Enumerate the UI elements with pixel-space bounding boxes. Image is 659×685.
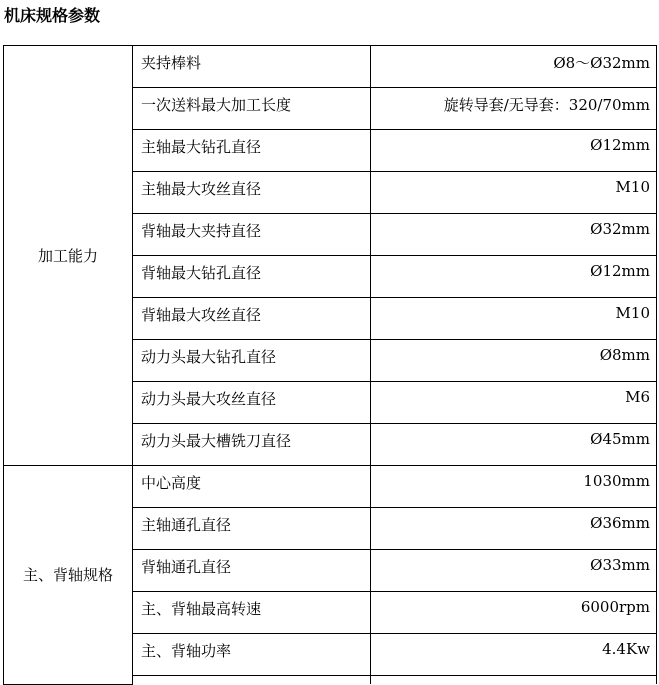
param-value: Ø32mm	[371, 214, 657, 256]
param-value: M6	[371, 382, 657, 424]
category-cell: 加工能力	[4, 46, 133, 466]
param-name: 主轴通孔直径	[133, 508, 371, 550]
param-name: 背轴最大钻孔直径	[133, 256, 371, 298]
param-value: Ø45mm	[371, 424, 657, 466]
param-value: 6000rpm	[371, 592, 657, 634]
param-name: 动力头最大钻孔直径	[133, 340, 371, 382]
param-value: Ø12mm	[371, 130, 657, 172]
param-name: 中心高度	[133, 466, 371, 508]
param-name: 背轴最大夹持直径	[133, 214, 371, 256]
param-name: 动力头最大攻丝直径	[133, 382, 371, 424]
param-name: 主、背轴功率	[133, 634, 371, 676]
param-value: 1030mm	[371, 466, 657, 508]
param-value: 4.4Kw	[371, 634, 657, 676]
param-name: 背轴最大攻丝直径	[133, 298, 371, 340]
param-name: 背轴通孔直径	[133, 550, 371, 592]
param-value: Ø12mm	[371, 256, 657, 298]
param-value: Ø33mm	[371, 550, 657, 592]
param-name: 主、背轴最高转速	[133, 592, 371, 634]
param-name: 一次送料最大加工长度	[133, 88, 371, 130]
category-cell: 主、背轴规格	[4, 466, 133, 685]
param-name: 动力头最大槽铣刀直径	[133, 424, 371, 466]
param-value: M10	[371, 298, 657, 340]
param-name: 夹持棒料	[133, 46, 371, 88]
empty-cell	[371, 676, 657, 685]
page-title: 机床规格参数	[4, 6, 101, 25]
param-value: Ø8～Ø32mm	[371, 46, 657, 88]
param-value: Ø36mm	[371, 508, 657, 550]
empty-cell	[133, 676, 371, 685]
param-name: 主轴最大攻丝直径	[133, 172, 371, 214]
table-row	[4, 466, 657, 508]
spec-table	[3, 45, 657, 685]
param-name: 主轴最大钻孔直径	[133, 130, 371, 172]
param-value: M10	[371, 172, 657, 214]
param-value: Ø8mm	[371, 340, 657, 382]
table-row	[4, 46, 657, 88]
param-value: 旋转导套/无导套：320/70mm	[371, 88, 657, 130]
